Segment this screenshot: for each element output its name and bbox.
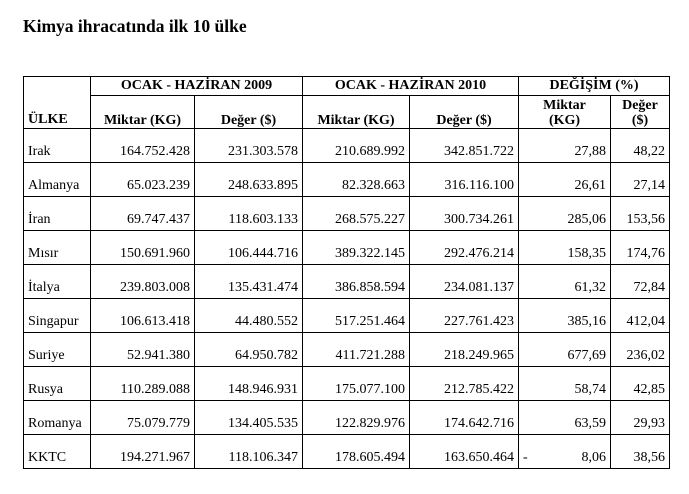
deger-2009-header: Değer ($) xyxy=(195,96,303,129)
miktar-2010-cell: 268.575.227 xyxy=(303,197,410,231)
country-cell: Rusya xyxy=(24,367,91,401)
miktar-2010-cell: 82.328.663 xyxy=(303,163,410,197)
change-deger-cell: 72,84 xyxy=(611,265,670,299)
deger-2010-cell: 342.851.722 xyxy=(410,129,519,163)
country-cell: KKTC xyxy=(24,435,91,469)
miktar-2009-header: Miktar (KG) xyxy=(91,96,195,129)
table-row xyxy=(24,231,670,265)
table-row xyxy=(24,401,670,435)
deger-2010-cell: 212.785.422 xyxy=(410,367,519,401)
change-miktar-header-line1: Miktar xyxy=(543,98,586,113)
deger-2009-cell: 118.106.347 xyxy=(195,435,303,469)
change-miktar-value: 61,32 xyxy=(574,280,606,295)
miktar-2010-cell: 411.721.288 xyxy=(303,333,410,367)
change-miktar-cell xyxy=(519,163,611,197)
deger-2010-cell: 163.650.464 xyxy=(410,435,519,469)
change-miktar-header-line2: (KG) xyxy=(548,113,581,128)
header-group-row xyxy=(24,77,670,96)
change-miktar-value: 58,74 xyxy=(574,382,606,397)
deger-2009-cell: 148.946.931 xyxy=(195,367,303,401)
miktar-2009-cell: 194.271.967 xyxy=(91,435,195,469)
change-deger-cell: 174,76 xyxy=(611,231,670,265)
change-deger-cell: 27,14 xyxy=(611,163,670,197)
deger-2010-cell: 300.734.261 xyxy=(410,197,519,231)
change-miktar-value: 285,06 xyxy=(567,212,606,227)
deger-2010-cell: 234.081.137 xyxy=(410,265,519,299)
deger-2010-cell: 174.642.716 xyxy=(410,401,519,435)
miktar-2010-cell: 178.605.494 xyxy=(303,435,410,469)
table-row xyxy=(24,265,670,299)
change-miktar-value: 26,61 xyxy=(574,178,606,193)
country-cell: İran xyxy=(24,197,91,231)
change-miktar-cell xyxy=(519,299,611,333)
miktar-2009-cell: 69.747.437 xyxy=(91,197,195,231)
miktar-2009-cell: 75.079.779 xyxy=(91,401,195,435)
miktar-2010-header: Miktar (KG) xyxy=(303,96,410,129)
change-miktar-header xyxy=(519,96,611,129)
table-row xyxy=(24,333,670,367)
change-miktar-value: 27,88 xyxy=(574,144,606,159)
table-row xyxy=(24,299,670,333)
change-miktar-value: 63,59 xyxy=(574,416,606,431)
table-row xyxy=(24,435,670,469)
country-cell: Mısır xyxy=(24,231,91,265)
change-miktar-value: 8,06 xyxy=(581,450,606,465)
deger-2010-cell: 316.116.100 xyxy=(410,163,519,197)
deger-2009-cell: 134.405.535 xyxy=(195,401,303,435)
deger-2010-cell: 292.476.214 xyxy=(410,231,519,265)
table-row xyxy=(24,129,670,163)
deger-2009-cell: 44.480.552 xyxy=(195,299,303,333)
country-cell: Suriye xyxy=(24,333,91,367)
negative-sign: - xyxy=(523,450,528,465)
deger-2009-cell: 135.431.474 xyxy=(195,265,303,299)
miktar-2009-cell: 110.289.088 xyxy=(91,367,195,401)
group-header-2010: OCAK - HAZİRAN 2010 xyxy=(303,77,519,96)
header-sub-row xyxy=(24,96,670,129)
deger-2009-cell: 118.603.133 xyxy=(195,197,303,231)
table-row xyxy=(24,367,670,401)
deger-2010-cell: 227.761.423 xyxy=(410,299,519,333)
deger-2009-cell: 106.444.716 xyxy=(195,231,303,265)
country-cell: Romanya xyxy=(24,401,91,435)
change-deger-cell: 236,02 xyxy=(611,333,670,367)
change-deger-cell: 38,56 xyxy=(611,435,670,469)
miktar-2010-cell: 517.251.464 xyxy=(303,299,410,333)
change-deger-cell: 42,85 xyxy=(611,367,670,401)
change-miktar-cell xyxy=(519,401,611,435)
change-miktar-cell xyxy=(519,197,611,231)
deger-2009-cell: 248.633.895 xyxy=(195,163,303,197)
miktar-2010-cell: 386.858.594 xyxy=(303,265,410,299)
change-deger-header-line2: ($) xyxy=(631,113,649,128)
change-miktar-cell xyxy=(519,265,611,299)
deger-2009-cell: 231.303.578 xyxy=(195,129,303,163)
miktar-2009-cell: 65.023.239 xyxy=(91,163,195,197)
country-cell: İtalya xyxy=(24,265,91,299)
page-title: Kimya ihracatında ilk 10 ülke xyxy=(23,16,247,36)
miktar-2010-cell: 122.829.976 xyxy=(303,401,410,435)
country-column-header: ÜLKE xyxy=(24,77,91,129)
change-miktar-value: 385,16 xyxy=(567,314,606,329)
change-deger-header xyxy=(611,96,670,129)
miktar-2010-cell: 389.322.145 xyxy=(303,231,410,265)
export-table xyxy=(23,76,670,469)
miktar-2009-cell: 52.941.380 xyxy=(91,333,195,367)
miktar-2009-cell: 106.613.418 xyxy=(91,299,195,333)
table-row xyxy=(24,197,670,231)
miktar-2009-cell: 164.752.428 xyxy=(91,129,195,163)
change-deger-header-line1: Değer xyxy=(622,98,658,113)
country-cell: Irak xyxy=(24,129,91,163)
deger-2010-cell: 218.249.965 xyxy=(410,333,519,367)
change-miktar-value: 158,35 xyxy=(567,246,606,261)
change-deger-cell: 29,93 xyxy=(611,401,670,435)
change-miktar-cell xyxy=(519,367,611,401)
group-header-2009: OCAK - HAZİRAN 2009 xyxy=(91,77,303,96)
deger-2010-header: Değer ($) xyxy=(410,96,519,129)
country-cell: Singapur xyxy=(24,299,91,333)
change-miktar-cell xyxy=(519,231,611,265)
change-deger-cell: 48,22 xyxy=(611,129,670,163)
group-header-change: DEĞİŞİM (%) xyxy=(519,77,670,96)
miktar-2009-cell: 150.691.960 xyxy=(91,231,195,265)
change-miktar-value: 677,69 xyxy=(567,348,606,363)
miktar-2010-cell: 175.077.100 xyxy=(303,367,410,401)
change-miktar-cell xyxy=(519,129,611,163)
miktar-2009-cell: 239.803.008 xyxy=(91,265,195,299)
deger-2009-cell: 64.950.782 xyxy=(195,333,303,367)
change-miktar-cell xyxy=(519,333,611,367)
change-deger-cell: 412,04 xyxy=(611,299,670,333)
change-deger-cell: 153,56 xyxy=(611,197,670,231)
miktar-2010-cell: 210.689.992 xyxy=(303,129,410,163)
country-cell: Almanya xyxy=(24,163,91,197)
change-miktar-cell xyxy=(519,435,611,469)
table-row xyxy=(24,163,670,197)
